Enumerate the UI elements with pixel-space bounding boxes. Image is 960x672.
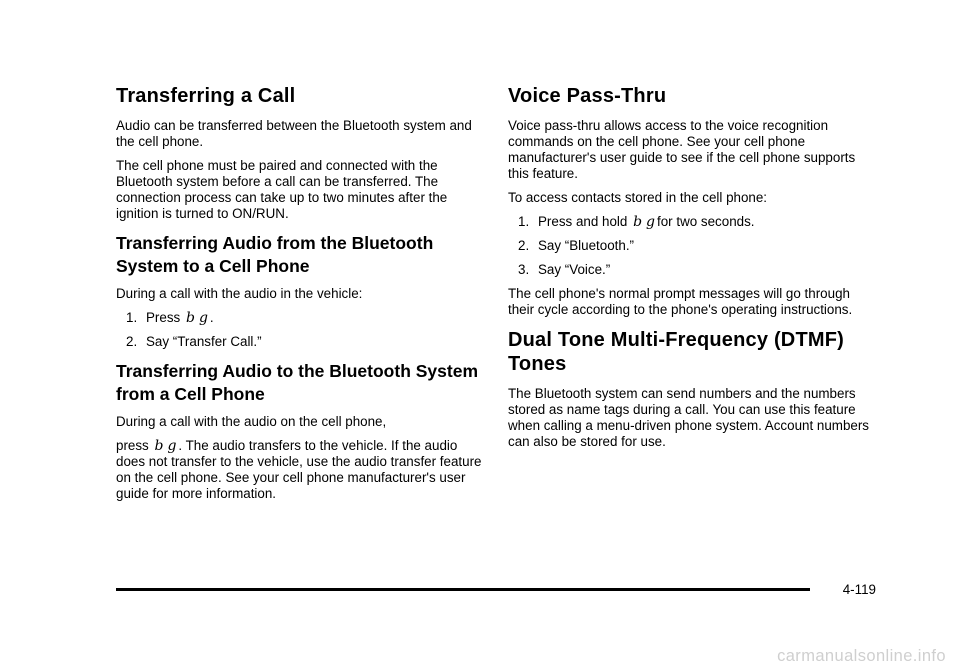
voice-button-icon: g <box>646 214 655 230</box>
voice-button-icon: g <box>198 310 208 326</box>
paragraph: The Bluetooth system can send numbers and the numbers stored as name tags during a call. You can use this feature when calling a menu-driven phone system. Account numbers can also be stored for use. <box>508 386 869 449</box>
heading-audio-to-phone: Transferring Audio from the Bluetooth System to a Cell Phone <box>116 233 434 276</box>
paragraph: During a call with the audio in the vehicle: <box>116 286 363 301</box>
paragraph: The cell phone's normal prompt messages will go through their cycle according to the phone's operating instructions. <box>508 286 853 317</box>
paragraph: To access contacts stored in the cell phone: <box>508 190 768 205</box>
paragraph: The cell phone must be paired and connected with the Bluetooth system before a call can be transferred. The connection process can take up to two minutes after the ignition is turned to ON/RUN. <box>116 158 448 221</box>
heading-transferring-call: Transferring a Call <box>116 85 296 107</box>
footer-rule <box>116 588 810 591</box>
page-number: 4-119 <box>842 582 876 597</box>
left-column <box>116 84 482 510</box>
step-item: 2. Say “Bluetooth.” <box>518 238 635 253</box>
step-item: 2. Say “Transfer Call.” <box>126 334 262 349</box>
heading-audio-to-system: Transferring Audio to the Bluetooth System from a Cell Phone <box>116 361 479 404</box>
step-item: 1. Press b g . <box>126 310 214 326</box>
step-item: 3. Say “Voice.” <box>518 262 611 277</box>
right-column <box>508 84 874 458</box>
paragraph: During a call with the audio on the cell phone, <box>116 414 387 429</box>
phone-button-icon: b <box>154 438 164 454</box>
watermark: carmanualsonline.info <box>777 647 946 665</box>
step-item: 1. Press and hold b g for two seconds. <box>518 214 755 230</box>
paragraph: press b g . The audio transfers to the vehicle. If the audio does not transfer to the vehicle, use the audio transfer feature on the cell phone. See your cell phone manufacturer's user guide for more information. <box>116 438 482 501</box>
heading-voice-pass-thru: Voice Pass-Thru <box>508 85 667 107</box>
step-list <box>116 310 482 350</box>
paragraph: Audio can be transferred between the Bluetooth system and the cell phone. <box>116 118 472 149</box>
heading-dtmf-tones: Dual Tone Multi-Frequency (DTMF) Tones <box>508 329 845 375</box>
voice-button-icon: g <box>167 438 177 454</box>
phone-button-icon: b <box>633 214 643 230</box>
phone-button-icon: b <box>185 310 195 326</box>
step-list <box>508 214 874 278</box>
paragraph: Voice pass-thru allows access to the voice recognition commands on the cell phone. See your cell phone manufacturer's user guide to see if the cell phone supports this feature. <box>508 118 856 181</box>
